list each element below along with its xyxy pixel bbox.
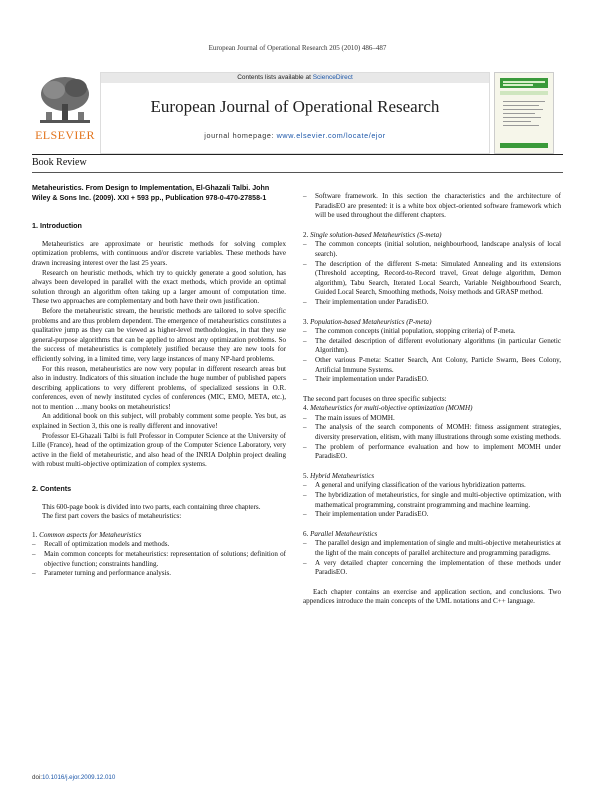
list3-title-text: Population-based Metaheuristics (P-meta)	[310, 317, 432, 326]
bibliographic-entry: Metaheuristics. From Design to Implementation, El-Ghazali Talbi. John Wiley & Sons Inc. (2009). XXI + 593 pp., Publication 978-0-470-27858-1	[32, 184, 270, 202]
list6-items	[303, 539, 561, 577]
running-head: European Journal of Operational Research 205 (2010) 486–487	[208, 44, 387, 52]
list-item: – The common concepts (initial population, stopping criteria) of P-meta.	[303, 327, 516, 336]
right-column	[303, 192, 561, 607]
list1-continued	[303, 192, 561, 221]
left-column	[32, 184, 286, 579]
list6-title-text: Parallel Metaheuristics	[310, 529, 378, 538]
list-item: – Parameter turning and performance analysis.	[32, 569, 172, 578]
list2-title	[303, 231, 561, 241]
list4-title	[303, 404, 561, 414]
intro-paragraph: Before the metaheuristic stream, the heuristic methods are tailored to solve specific problems and are thus problem dependent. The emergence of metaheuristics constitutes a qualitative jump as they can be viewed as higher-level methodologies, in that they use general-purpose algorithms that can be applied to almost any optimization problems. So the success of metaheuristics is completely justified because they are new tools for efficiently solving, in a limited time, very large instances of many NP-hard problems.	[32, 306, 286, 363]
contents-availability	[101, 74, 489, 81]
intro-paragraph: An additional book on this subject, will probably comment some people. Yes but, as explained in Section 3, this one is really different and innovative!	[32, 412, 286, 431]
journal-cover-image	[494, 72, 554, 154]
list-item: – The description of the different S-meta: Simulated Annealing and its extensions (Threshold accepting, Record-to-Record travel, Great deluge algorithm, Demon algorithm), Tabu Search, Iterated Local Search, Variable Neighbourhood Search, Guided Local Search, Smoothing methods, Noisy methods and GRASP method.	[303, 259, 561, 297]
section-label: Book Review	[32, 157, 87, 168]
list1-items	[32, 540, 286, 578]
elsevier-wordmark: ELSEVIER	[35, 128, 95, 142]
journal-masthead	[100, 72, 490, 154]
homepage-link[interactable]: www.elsevier.com/locate/ejor	[276, 131, 386, 140]
sciencedirect-link[interactable]: ScienceDirect	[312, 74, 353, 81]
list-item: – The parallel design and implementation of single and multi-objective metaheuristics at the light of the main concepts of parallel architecture and programming paradigms.	[303, 539, 561, 557]
intro-paragraph: Metaheuristics are approximate or heuristic methods for solving complex optimization problems, with continuous and/or discrete variables. These methods have drawn increasing interest over the last 25 years.	[32, 239, 286, 267]
list-item: – Their implementation under ParadisEO.	[303, 510, 429, 519]
list-item: – The analysis of the search components of MOMH: fitness assignment strategies, diversity preservation, elitism, with many illustrations through some existing methods.	[303, 423, 561, 442]
contents-paragraph: The first part covers the basics of metaheuristics:	[42, 512, 182, 521]
list4-items	[303, 414, 561, 462]
list3-number: 3.	[303, 317, 311, 326]
header-rule	[32, 154, 563, 155]
contents-prefix: Contents lists available at	[237, 74, 313, 81]
heading-introduction: 1. Introduction	[32, 221, 82, 231]
list5-number: 5.	[303, 471, 311, 480]
cover-icon	[495, 73, 553, 153]
list-item: – Recall of optimization models and methods.	[32, 540, 170, 549]
list-item: – Software framework. In this section the characteristics and the architecture of ParadisEO are presented: it is a white box object-oriented software framework which will be used throughout the different chapters.	[303, 192, 561, 220]
list-item: – The main issues of MOMH.	[303, 413, 395, 422]
list4-title-text: Metaheuristics for multi-objective optimization (MOMH)	[310, 404, 473, 413]
list-item: – The common concepts (initial solution, neighbourhood, landscape analysis of local search).	[303, 240, 561, 258]
contents-paragraph: This 600-page book is divided into two parts, each containing three chapters.	[42, 502, 261, 511]
list2-number: 2.	[303, 230, 311, 239]
section-rule	[32, 172, 563, 173]
list-item: – A general and unifying classification of the various hybridization patterns.	[303, 481, 526, 490]
list5-title	[303, 472, 561, 482]
intro-paragraph: For this reason, metaheuristics are now very popular in different research areas but also in industry. Indicators of this situation include the huge number of published papers describing applications to very different problems, of specialized sessions in O.R. conferences, even of newly instituted cycles of conferences (MIC, EMO, META, etc.), not to mention …many books on metaheuristics!	[32, 364, 286, 411]
list-item: – The problem of performance evaluation and how to implement MOMH under ParadisEO.	[303, 442, 561, 461]
doi-prefix: doi:	[32, 774, 42, 781]
list1-number: 1.	[32, 530, 40, 539]
intro-paragraph: Professor El-Ghazali Talbi is full Professor in Computer Science at the University of Lille (France), head of the optimization group of the Computer Science Laboratory, very active in the field of metaheuristic, and also head of the INRIA Dolphin project dealing with robust multi-objective optimization of complex systems.	[32, 431, 286, 469]
list2-title-text: Single solution-based Metaheuristics (S-meta)	[310, 230, 442, 239]
elsevier-tree-icon	[32, 72, 98, 128]
closing-paragraph: Each chapter contains an exercise and application section, and conclusions. Two appendices introduce the main concepts of the UML notations and C++ language.	[303, 587, 561, 606]
list5-title-text: Hybrid Metaheuristics	[310, 471, 375, 480]
elsevier-logo	[32, 72, 98, 152]
list4-number: 4.	[303, 404, 311, 413]
list-item: – Their implementation under ParadisEO.	[303, 297, 429, 306]
heading-contents: 2. Contents	[32, 484, 72, 494]
doi-link[interactable]: 10.1016/j.ejor.2009.12.010	[41, 774, 116, 781]
journal-title: European Journal of Operational Research	[150, 97, 440, 116]
list6-title	[303, 530, 561, 540]
intro-paragraph: Research on heuristic methods, which try to quickly generate a good solution, has always been developed in parallel with the exact methods, which provide an optimal solution through an algorithm often taking up a larger amount of computation time. These two approaches are complementary and both have their own justification.	[32, 268, 286, 306]
list3-title	[303, 318, 561, 328]
list-item: – Their implementation under ParadisEO.	[303, 375, 429, 384]
second-part-intro: The second part focuses on three specific subjects:	[303, 394, 447, 403]
list3-items	[303, 327, 561, 385]
journal-homepage	[101, 131, 489, 140]
list2-items	[303, 240, 561, 307]
list6-number: 6.	[303, 529, 311, 538]
list-item: – Main common concepts for metaheuristics: representation of solutions; definition of objective function; constraints handling.	[32, 550, 286, 568]
list-item: – Other various P-meta: Scatter Search, Ant Colony, Particle Swarm, Bees Colony, Artificial Immune Systems.	[303, 355, 561, 374]
list-item: – The detailed description of different evolutionary algorithms (in particular Genetic Algorithm).	[303, 336, 561, 355]
list-item: – The hybridization of metaheuristics, for single and multi-objective optimization, with mathematical programming, constraint programming and machine learning.	[303, 491, 561, 509]
list-item: – A very detailed chapter concerning the implementation of these methods under ParadisEO.	[303, 558, 561, 577]
list1-title	[32, 531, 286, 541]
doi-footer	[32, 774, 115, 781]
list1-title-text: Common aspects for Metaheuristics	[39, 530, 142, 539]
list5-items	[303, 481, 561, 519]
homepage-prefix: journal homepage:	[204, 131, 277, 140]
